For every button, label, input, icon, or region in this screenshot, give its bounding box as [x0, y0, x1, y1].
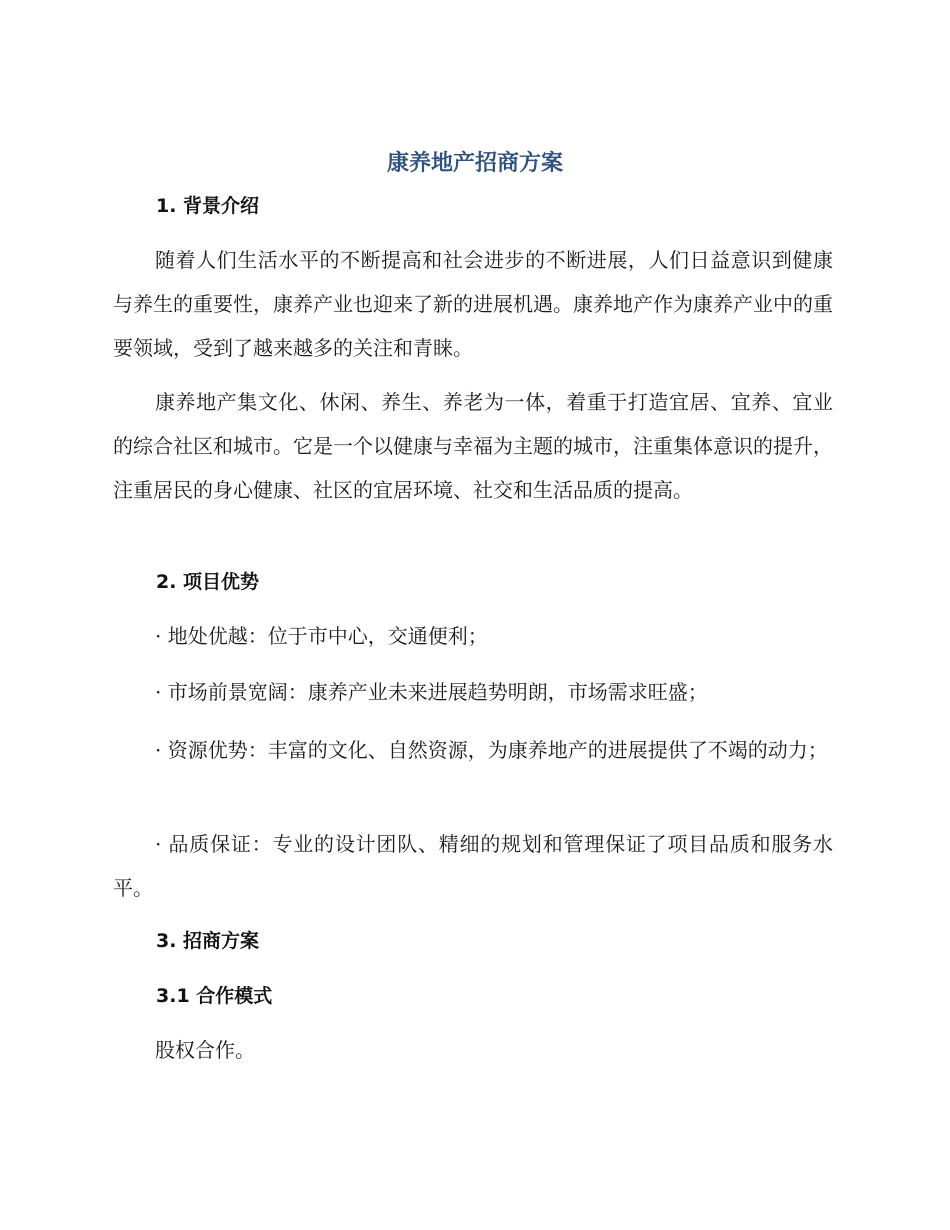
bullet-item-market: · 市场前景宽阔：康养产业未来进展趋势明朗，市场需求旺盛；: [155, 680, 708, 704]
bullet-item-location: · 地处优越：位于市中心，交通便利；: [155, 624, 488, 648]
bullet-item-quality: · 品质保证：专业的设计团队、精细的规划和管理保证了项目品质和服务水平。: [113, 832, 833, 900]
document-title: 康养地产招商方案: [386, 151, 563, 176]
subsection-heading-cooperation-mode: 3.1 合作模式: [156, 985, 273, 1007]
paragraph-background-2: 康养地产集文化、休闲、养生、养老为一体，着重于打造宜居、宜养、宜业的综合社区和城市。它是一个以健康与幸福为主题的城市，注重集体意识的提升，注重居民的身心健康、社区的宜居环境、社交和生活品质的提高。: [113, 390, 833, 502]
paragraph-background-1: 随着人们生活水平的不断提高和社会进步的不断进展，人们日益意识到健康与养生的重要性，康养产业也迎来了新的进展机遇。康养地产作为康养产业中的重要领域，受到了越来越多的关注和青睐。: [113, 248, 833, 360]
section-heading-advantages: 2. 项目优势: [156, 571, 260, 593]
paragraph-cooperation-mode: 股权合作。: [155, 1038, 255, 1062]
bullet-item-resources: · 资源优势：丰富的文化、自然资源，为康养地产的进展提供了不竭的动力；: [155, 738, 828, 762]
section-heading-background: 1. 背景介绍: [156, 195, 260, 217]
section-heading-plan: 3. 招商方案: [156, 930, 260, 952]
